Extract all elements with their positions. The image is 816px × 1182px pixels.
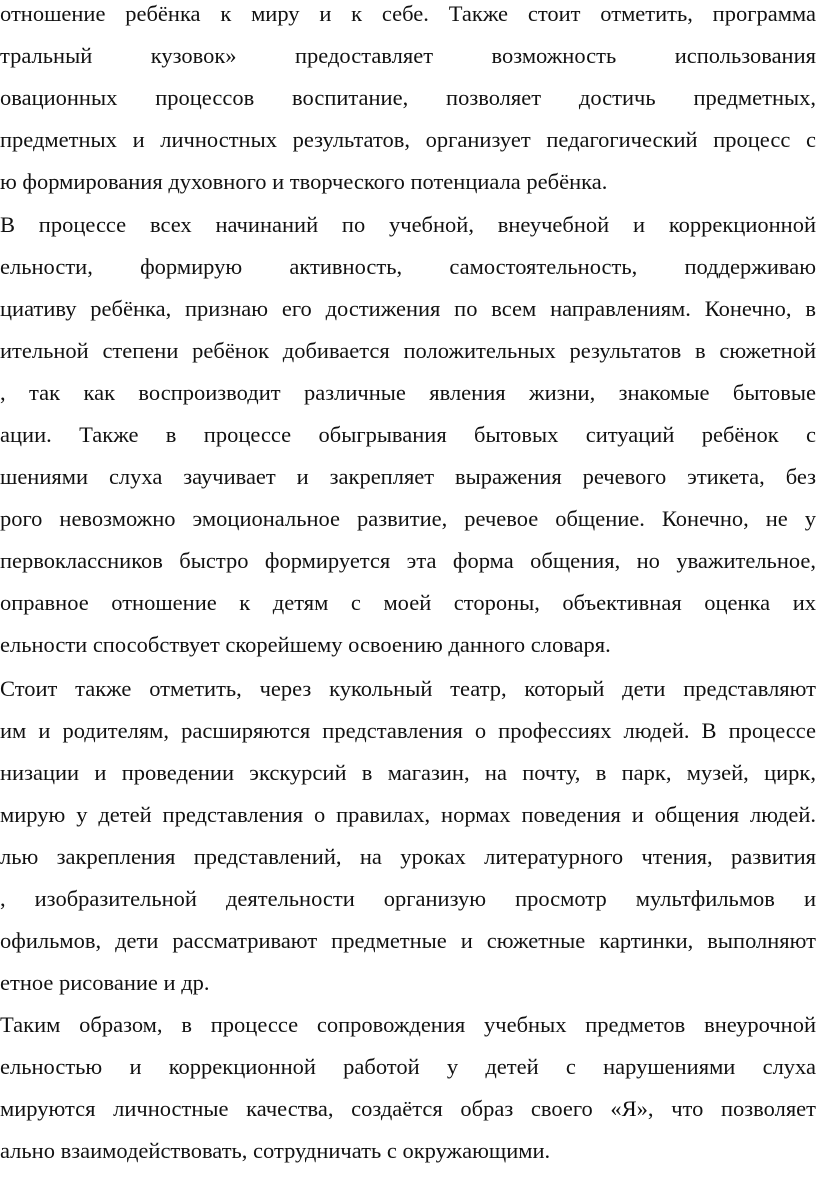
text-line: тральный кузовок» предоставляет возможность использования bbox=[0, 43, 816, 68]
text-line: рого невозможно эмоциональное развитие, речевое общение. Конечно, не у bbox=[0, 506, 816, 531]
text-line: лью закрепления представлений, на уроках литературного чтения, развития bbox=[0, 844, 816, 869]
text-line: Стоит также отметить, через кукольный театр, который дети представляют bbox=[0, 676, 816, 701]
text-line: , так как воспроизводит различные явления жизни, знакомые бытовые bbox=[0, 380, 816, 405]
text-line: ации. Также в процессе обыгрывания бытовых ситуаций ребёнок с bbox=[0, 422, 816, 447]
text-line: шениями слуха заучивает и закрепляет выражения речевого этикета, без bbox=[0, 464, 816, 489]
text-line: ельности способствует скорейшему освоению данного словаря. bbox=[0, 632, 611, 657]
text-line: ально взаимодействовать, сотрудничать с окружающими. bbox=[0, 1138, 551, 1163]
text-line: , изобразительной деятельности организую просмотр мультфильмов и bbox=[0, 886, 816, 911]
text-line: предметных и личностных результатов, организует педагогический процесс с bbox=[0, 127, 816, 152]
text-line: отношение ребёнка к миру и к себе. Также стоит отметить, программа bbox=[0, 1, 816, 26]
text-line: офильмов, дети рассматривают предметные и сюжетные картинки, выполняют bbox=[0, 928, 816, 953]
text-line: овационных процессов воспитание, позволяет достичь предметных, bbox=[0, 85, 816, 110]
text-line: первоклассников быстро формируется эта форма общения, но уважительное, bbox=[0, 548, 816, 573]
text-line: Таким образом, в процессе сопровождения учебных предметов внеурочной bbox=[0, 1012, 816, 1037]
text-line: ельности, формирую активность, самостоятельность, поддерживаю bbox=[0, 254, 816, 279]
text-line: етное рисование и др. bbox=[0, 970, 210, 995]
text-line: циативу ребёнка, признаю его достижения по всем направлениям. Конечно, в bbox=[0, 296, 816, 321]
text-line: ительной степени ребёнок добивается положительных результатов в сюжетной bbox=[0, 338, 816, 363]
text-line: им и родителям, расширяются представления о профессиях людей. В процессе bbox=[0, 718, 816, 743]
text-line: мирую у детей представления о правилах, нормах поведения и общения людей. bbox=[0, 802, 816, 827]
text-line: мируются личностные качества, создаётся образ своего «Я», что позволяет bbox=[0, 1096, 816, 1121]
text-line: низации и проведении экскурсий в магазин, на почту, в парк, музей, цирк, bbox=[0, 760, 816, 785]
text-line: В процессе всех начинаний по учебной, внеучебной и коррекционной bbox=[0, 212, 816, 237]
text-line: ю формирования духовного и творческого потенциала ребёнка. bbox=[0, 169, 608, 194]
text-line: оправное отношение к детям с моей стороны, объективная оценка их bbox=[0, 590, 816, 615]
text-line: ельностью и коррекционной работой у детей с нарушениями слуха bbox=[0, 1054, 816, 1079]
